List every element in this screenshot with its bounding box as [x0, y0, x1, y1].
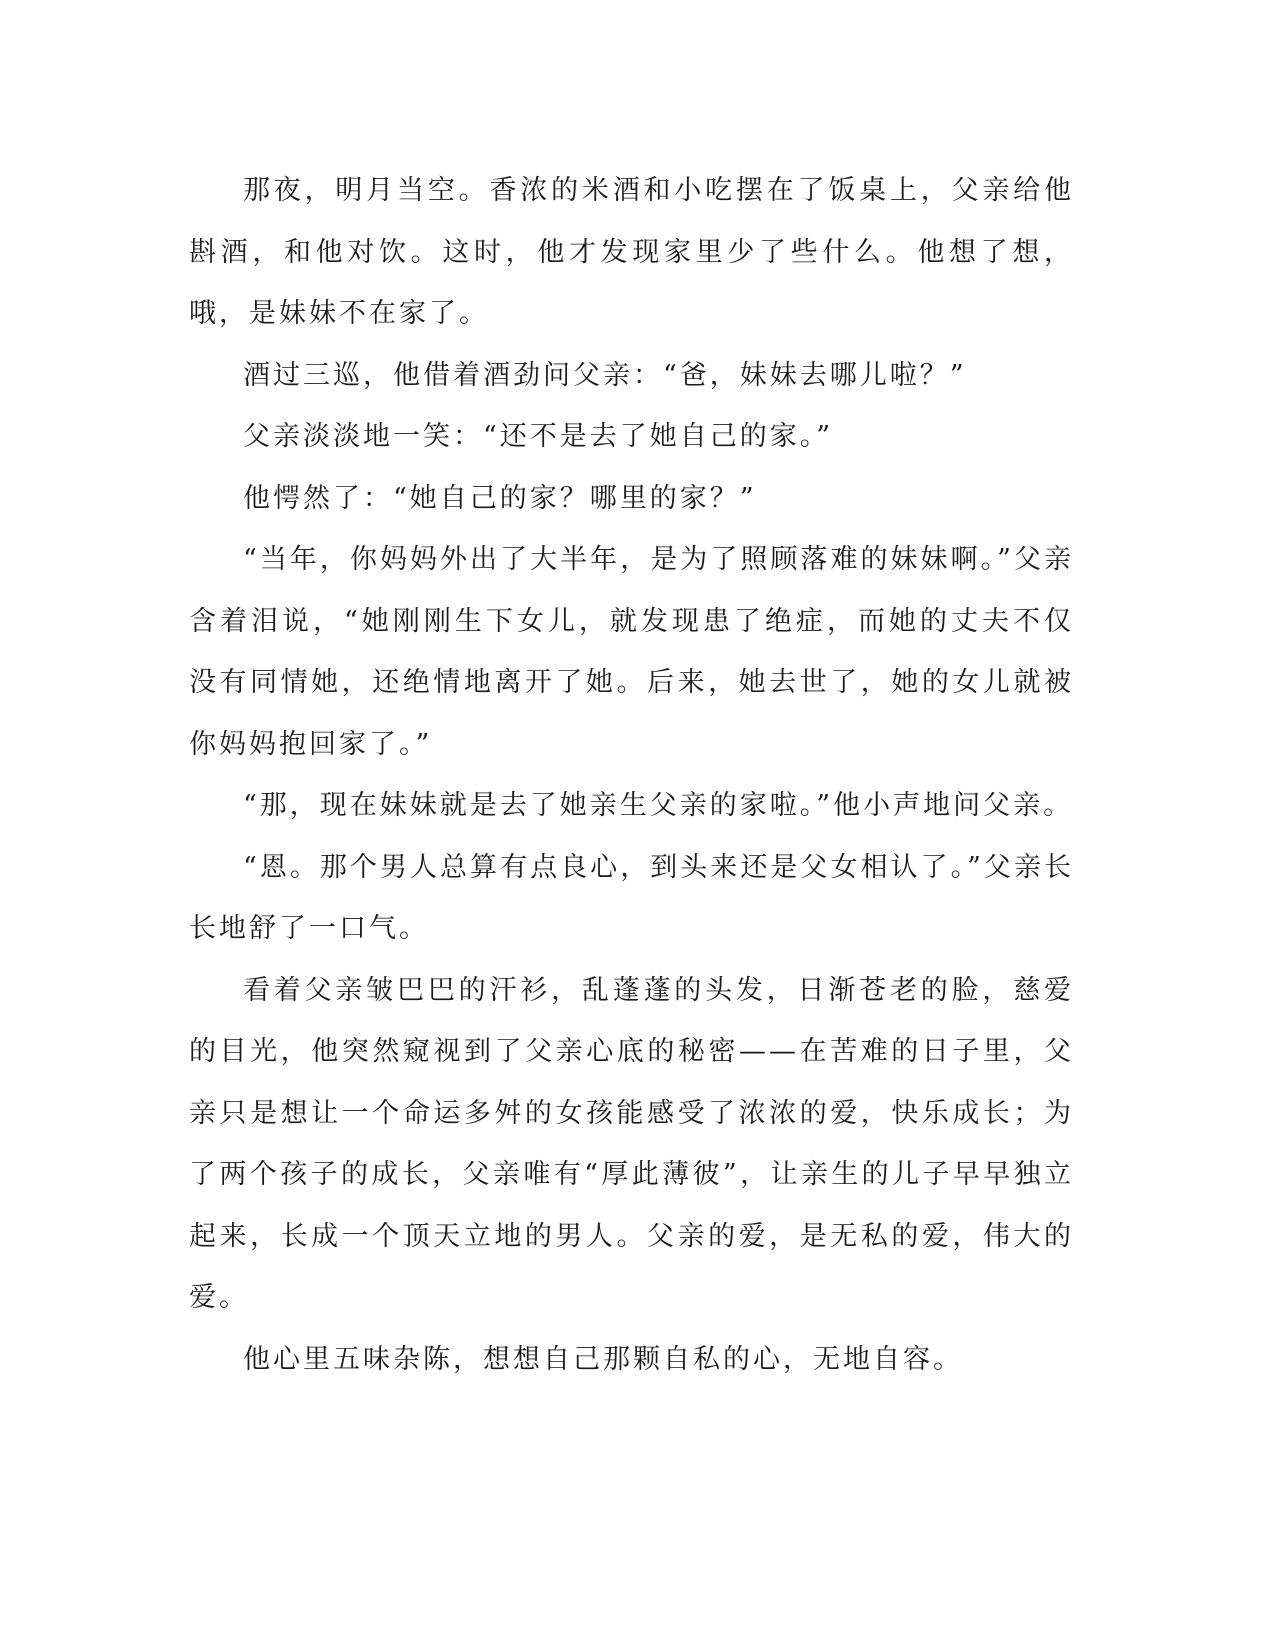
paragraph-9: 他心里五味杂陈，想想自己那颗自私的心，无地自容。 — [243, 1343, 963, 1375]
paragraph-7: “恩。那个男人总算有点良心，到头来还是父女相认了。”父亲长长地舒了一口气。 — [189, 851, 1074, 944]
document-body — [189, 160, 1074, 1390]
paragraph-6: “那，现在妹妹就是去了她亲生父亲的家啦。”他小声地问父亲。 — [243, 790, 1074, 821]
paragraph-2: 酒过三巡，他借着酒劲问父亲：“爸，妹妹去哪儿啦？” — [243, 359, 967, 391]
paragraph-8: 看着父亲皱巴巴的汗衫，乱蓬蓬的头发，日渐苍老的脸，慈爱的目光，他突然窥视到了父亲心底的秘密——在苦难的日子里，父亲只是想让一个命运多舛的女孩能感受了浓浓的爱，快乐成长；为了两个孩子的成长，父亲唯有“厚此薄彼”，让亲生的儿子早早独立起来，长成一个顶天立地的男人。父亲的爱，是无私的爱，伟大的爱。 — [189, 974, 1074, 1313]
paragraph-3: 父亲淡淡地一笑：“还不是去了她自己的家。” — [243, 421, 834, 452]
paragraph-1: 那夜，明月当空。香浓的米酒和小吃摆在了饭桌上，父亲给他斟酒，和他对饮。这时，他才发现家里少了些什么。他想了想，哦，是妹妹不在家了。 — [189, 175, 1074, 329]
paragraph-4: 他愕然了：“她自己的家？哪里的家？” — [243, 482, 757, 514]
paragraph-5: “当年，你妈妈外出了大半年，是为了照顾落难的妹妹啊。”父亲含着泪说，“她刚刚生下女儿，就发现患了绝症，而她的丈夫不仅没有同情她，还绝情地离开了她。后来，她去世了，她的女儿就被你妈妈抱回家了。” — [189, 544, 1074, 760]
